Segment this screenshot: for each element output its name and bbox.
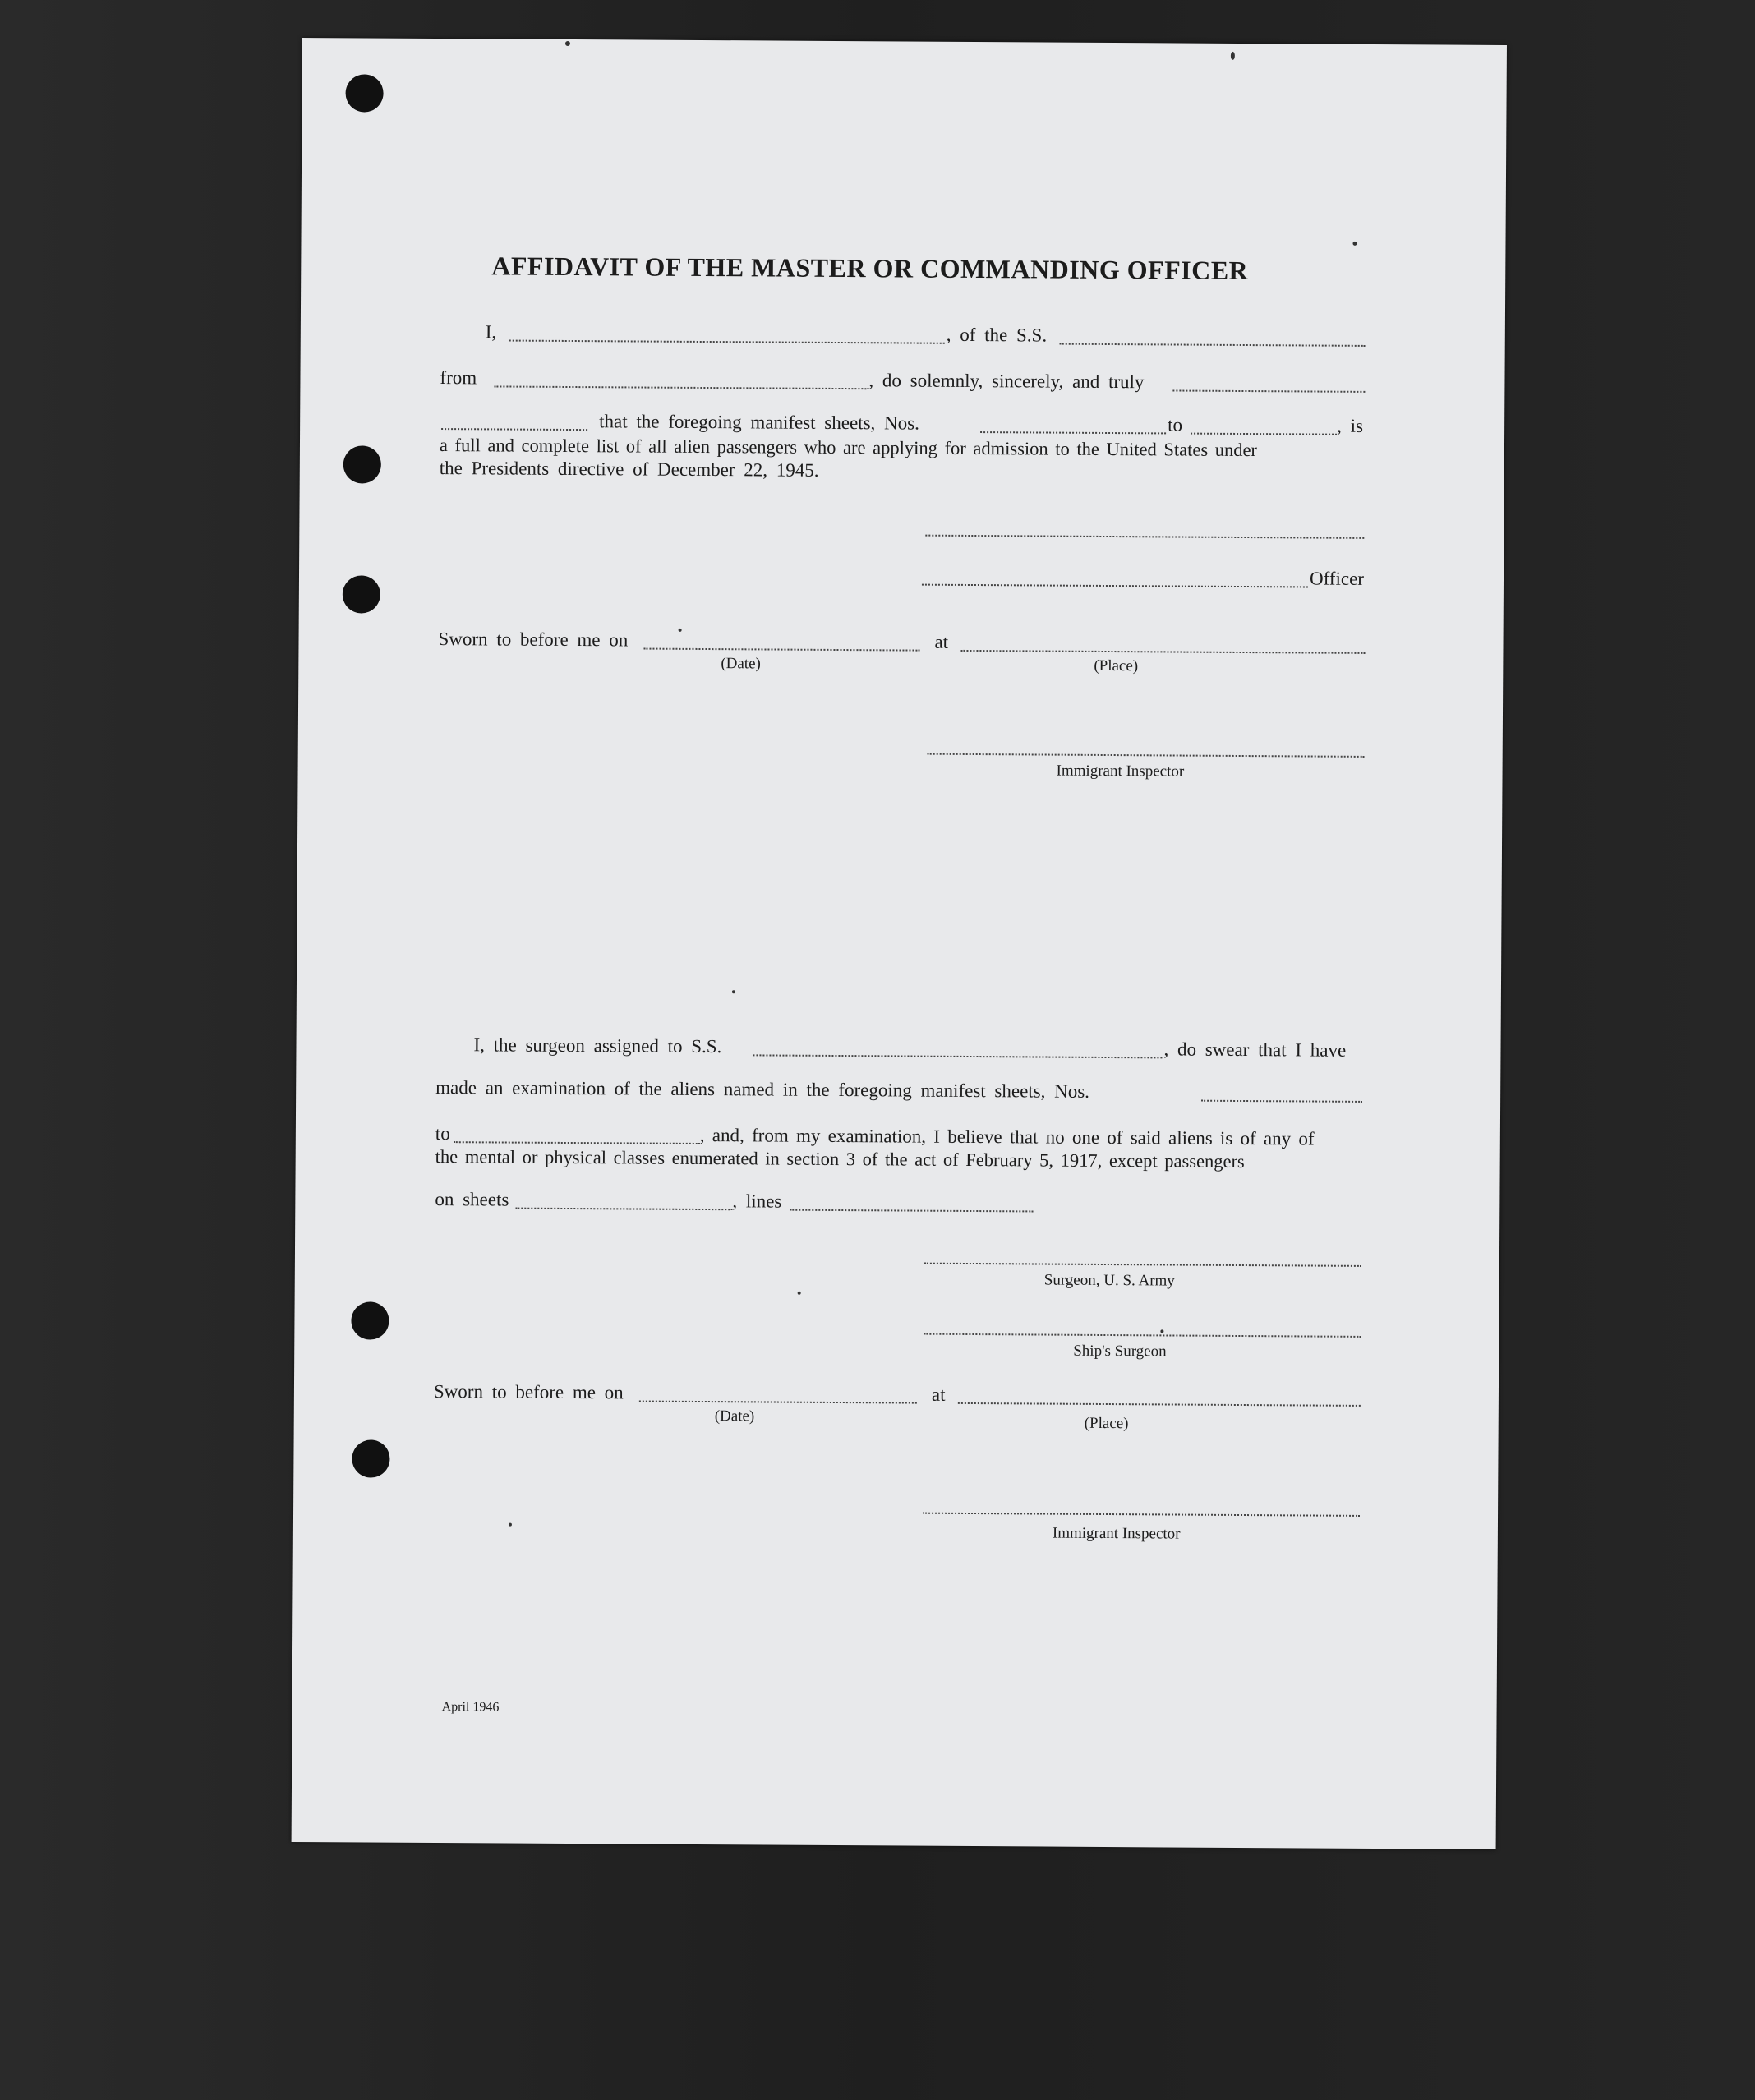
surgeon-sheets-field[interactable] — [515, 1208, 732, 1211]
surgeon-date-label: (Date) — [714, 1407, 755, 1425]
master-signature-field[interactable] — [925, 535, 1364, 539]
master-date-label: (Date) — [721, 655, 761, 673]
punch-hole — [343, 575, 380, 613]
surgeon-on-sheets: on sheets — [435, 1189, 509, 1210]
affirm-field[interactable] — [441, 428, 587, 431]
ships-surgeon-signature-field[interactable] — [924, 1333, 1361, 1338]
army-surgeon-label: Surgeon, U. S. Army — [1043, 1271, 1175, 1290]
scan-speck — [679, 629, 682, 632]
master-to: to — [1168, 414, 1183, 435]
master-statement-line: a full and complete list of all alien passengers who are applying for admission to the United States under — [439, 435, 1258, 461]
surgeon-date-field[interactable] — [639, 1401, 917, 1404]
punch-hole — [352, 1439, 389, 1477]
ship-name-field[interactable] — [1060, 343, 1366, 347]
surgeon-at: at — [931, 1384, 946, 1405]
surgeon-sworn: Sworn to before me on — [433, 1381, 624, 1403]
nos-to-field[interactable] — [1191, 433, 1337, 435]
surgeon-ship-field[interactable] — [753, 1054, 1162, 1058]
surgeon-lines: , lines — [732, 1190, 782, 1212]
page-title: AFFIDAVIT OF THE MASTER OR COMMANDING OFFICER — [491, 251, 1249, 286]
master-sworn: Sworn to before me on — [438, 629, 629, 651]
master-inspector-field[interactable] — [928, 753, 1365, 758]
scan-speck — [509, 1523, 512, 1527]
scan-speck — [565, 41, 570, 46]
punch-hole — [343, 445, 381, 483]
surgeon-exam-line: made an examination of the aliens named in the foregoing manifest sheets, Nos. — [435, 1077, 1090, 1102]
master-place-field[interactable] — [960, 650, 1365, 654]
surgeon-inspector-field[interactable] — [923, 1513, 1360, 1517]
surgeon-lines-field[interactable] — [790, 1209, 1033, 1213]
scan-speck — [798, 1292, 801, 1295]
master-date-field[interactable] — [643, 648, 919, 652]
scan-speck — [1352, 242, 1357, 246]
nos-from-field[interactable] — [980, 431, 1166, 434]
master-of-ss: , of the S.S. — [946, 324, 1048, 346]
scan-speck — [1231, 52, 1235, 60]
master-swear: , do solemnly, sincerely, and truly — [868, 370, 1145, 393]
surgeon-to-field[interactable] — [454, 1141, 700, 1144]
scan-speck — [732, 990, 735, 993]
form-date: April 1946 — [441, 1700, 500, 1715]
surgeon-nos-field[interactable] — [1201, 1100, 1362, 1103]
master-name-field[interactable] — [509, 340, 945, 344]
swear-field[interactable] — [1172, 389, 1365, 392]
surgeon-classes-line: the mental or physical classes enumerated in section 3 of the act of February 5, 1917, except passengers — [435, 1146, 1245, 1172]
master-i: I, — [485, 321, 497, 343]
officer-label: Officer — [1309, 568, 1365, 589]
surgeon-to: to — [435, 1123, 450, 1144]
surgeon-swear: , do swear that I have — [1163, 1038, 1347, 1061]
master-is: , is — [1337, 415, 1364, 436]
master-at: at — [934, 631, 949, 652]
surgeon-belief-line: , and, from my examination, I believe that no one of said aliens is of any of — [699, 1124, 1315, 1149]
surgeon-place-label: (Place) — [1084, 1414, 1129, 1433]
port-from-field[interactable] — [494, 385, 868, 389]
punch-hole — [345, 74, 383, 112]
affidavit-page — [292, 38, 1507, 1849]
surgeon-inspector-label: Immigrant Inspector — [1052, 1524, 1181, 1543]
master-directive-line: the Presidents directive of December 22, 1945. — [439, 458, 819, 481]
scan-speck — [1160, 1329, 1163, 1333]
punch-hole — [351, 1301, 389, 1339]
master-place-label: (Place) — [1094, 656, 1139, 675]
army-surgeon-signature-field[interactable] — [924, 1263, 1361, 1267]
master-from: from — [440, 367, 477, 389]
ships-surgeon-label: Ship's Surgeon — [1073, 1342, 1167, 1361]
surgeon-intro: I, the surgeon assigned to S.S. — [473, 1034, 722, 1057]
surgeon-place-field[interactable] — [958, 1402, 1361, 1407]
master-inspector-label: Immigrant Inspector — [1056, 762, 1185, 781]
master-manifest: that the foregoing manifest sheets, Nos. — [599, 411, 919, 434]
officer-signature-field[interactable] — [922, 584, 1308, 588]
